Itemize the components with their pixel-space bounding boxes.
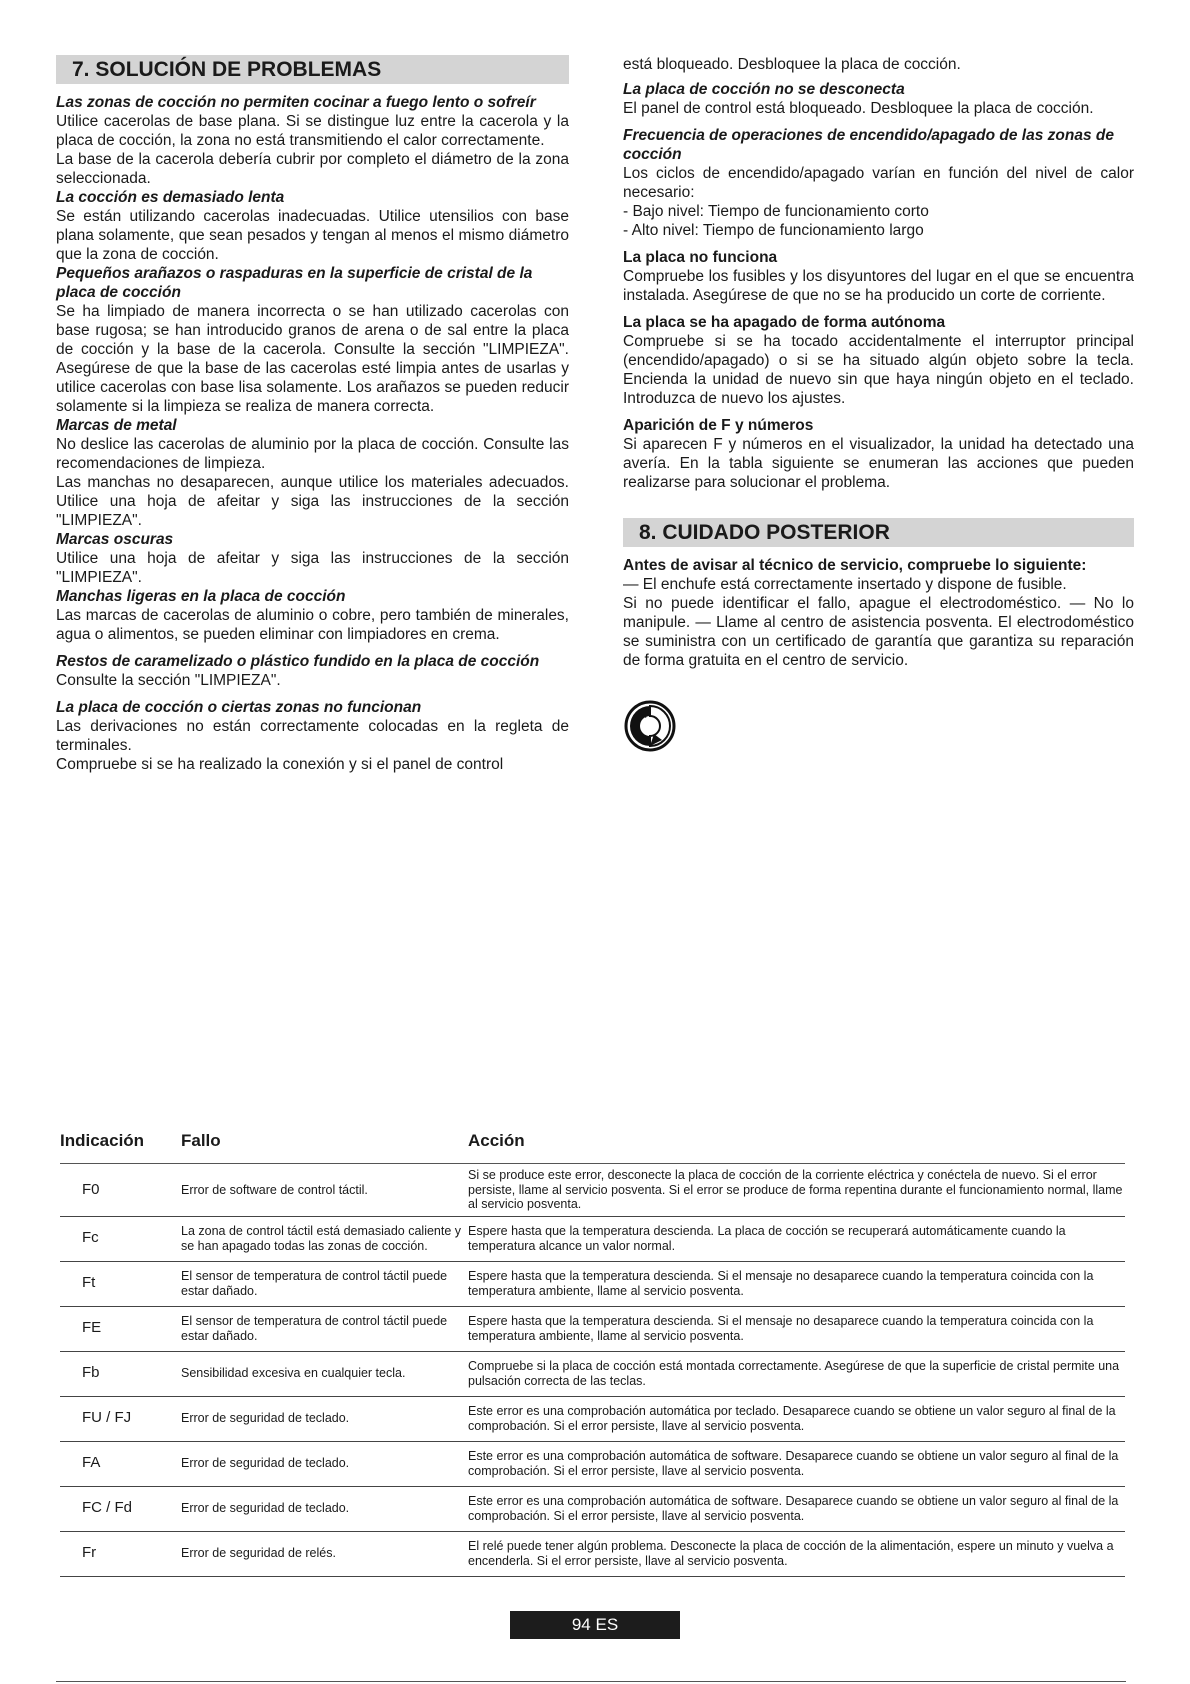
aftercare-text: — El enchufe está correctamente insertado y dispone de fusible. xyxy=(623,576,1067,593)
cell-action: Espere hasta que la temperatura descienda. Si el mensaje no desaparece cuando la temperatura coincida con la temperatura ambiente, llame al servicio posventa. xyxy=(468,1306,1125,1351)
entry-text: Compruebe si se ha tocado accidentalmente el interruptor principal (encendido/apagado) o si se ha situado algún objeto sobre la tecla. Encienda la unidad de nuevo sin que haya ningún objeto en el teclado. Introduzca de nuevo los ajustes. xyxy=(623,333,1134,407)
entry-not-switch-off xyxy=(623,80,1134,118)
left-column xyxy=(56,55,569,774)
entry-slow-cooking xyxy=(56,188,569,264)
entry-on-off-frequency xyxy=(623,126,1134,240)
entry-text: Las derivaciones no están correctamente colocadas en la regleta de terminales. xyxy=(56,718,569,754)
cell-code: FA xyxy=(60,1441,181,1486)
entry-text: Las marcas de cacerolas de aluminio o cobre, pero también de minerales, agua o alimentos, se pueden eliminar con limpiadores en crema. xyxy=(56,607,569,643)
cell-action: El relé puede tener algún problema. Desconecte la placa de cocción de la alimentación, espere un minuto y vuelva a encenderla. Si el error persiste, llave al servicio posventa. xyxy=(468,1531,1125,1576)
aftercare-text: Si no puede identificar el fallo, apague el electrodoméstico. — No lo manipule. — Llame al centro de asistencia posventa. El electrodoméstico se suministra con un certificado de garantía que garantiza su reparación de forma gratuita en el centro de servicio. xyxy=(623,595,1134,669)
entry-text: No deslice las cacerolas de aluminio por la placa de cocción. Consulte las recomendaciones de limpieza. xyxy=(56,436,569,472)
entry-text: Los ciclos de encendido/apagado varían en función del nivel de calor necesario: xyxy=(623,165,1134,201)
entry-heading: Pequeños arañazos o raspaduras en la superficie de cristal de la placa de cocción xyxy=(56,265,533,301)
entry-f-numbers xyxy=(623,416,1134,492)
header-action: Acción xyxy=(468,1119,1125,1164)
cell-action: Este error es una comprobación automática por teclado. Desaparece cuando se obtiene un valor seguro al final de la comprobación. Si el error persiste, llave al servicio posventa. xyxy=(468,1396,1125,1441)
entry-text: Si aparecen F y números en el visualizador, la unidad ha detectado una avería. En la tabla siguiente se enumeran las acciones que pueden realizarse para solucionar el problema. xyxy=(623,436,1134,491)
entry-text: Utilice cacerolas de base plana. Si se distingue luz entre la cacerola y la placa de cocción, la zona no está transmitiendo el calor correctamente. xyxy=(56,113,569,149)
entry-dark-marks xyxy=(56,530,569,587)
table-row xyxy=(60,1396,1125,1441)
cell-fault: El sensor de temperatura de control táctil puede estar dañado. xyxy=(181,1306,468,1351)
entry-text: El panel de control está bloqueado. Desbloquee la placa de cocción. xyxy=(623,100,1094,117)
entry-text: La base de la cacerola debería cubrir por completo el diámetro de la zona seleccionada. xyxy=(56,151,569,187)
entry-heading: La placa de cocción no se desconecta xyxy=(623,81,905,98)
page-number: 94 ES xyxy=(510,1611,680,1639)
right-column xyxy=(623,55,1134,757)
entry-switched-off xyxy=(623,313,1134,408)
cell-fault: Error de seguridad de relés. xyxy=(181,1531,468,1576)
entry-zones-not-working xyxy=(56,698,569,774)
cell-code: FC / Fd xyxy=(60,1486,181,1531)
footer-divider xyxy=(56,1681,1126,1682)
cell-fault: El sensor de temperatura de control táctil puede estar dañado. xyxy=(181,1261,468,1306)
cell-fault: Error de seguridad de teclado. xyxy=(181,1396,468,1441)
header-indication: Indicación xyxy=(60,1119,181,1164)
entry-heading: La cocción es demasiado lenta xyxy=(56,189,285,206)
entry-heading: La placa de cocción o ciertas zonas no funcionan xyxy=(56,699,422,716)
error-code-table xyxy=(60,1119,1125,1577)
entry-text: - Alto nivel: Tiempo de funcionamiento largo xyxy=(623,222,924,239)
cell-code: FU / FJ xyxy=(60,1396,181,1441)
cell-action: Espere hasta que la temperatura descienda. La placa de cocción se recuperará automáticamente cuando la temperatura alcance un valor normal. xyxy=(468,1216,1125,1261)
entry-text: Se ha limpiado de manera incorrecta o se han utilizado cacerolas con base rugosa; se han introducido granos de arena o de sal entre la placa de cocción y la base de la cacerola. Consulte la sección "LIMPIEZA". Asegúrese de que la base de las cacerolas esté limpia antes de usarlas y utilice cacerolas con base lisa solamente. Los arañazos se pueden reducir solamente si la limpieza se realiza de manera correcta. xyxy=(56,303,569,415)
continued-text: está bloqueado. Desbloquee la placa de cocción. xyxy=(623,56,961,73)
section-title-aftercare: 8. CUIDADO POSTERIOR xyxy=(623,518,1134,547)
cell-fault: Error de software de control táctil. xyxy=(181,1164,468,1217)
table-row xyxy=(60,1486,1125,1531)
section-title-troubleshooting: 7. SOLUCIÓN DE PROBLEMAS xyxy=(56,55,569,84)
entry-text: - Bajo nivel: Tiempo de funcionamiento corto xyxy=(623,203,929,220)
entry-heading: Restos de caramelizado o plástico fundido en la placa de cocción xyxy=(56,653,540,670)
entry-heading: Aparición de F y números xyxy=(623,417,814,434)
cell-code: Fr xyxy=(60,1531,181,1576)
table-row xyxy=(60,1164,1125,1217)
table-row xyxy=(60,1306,1125,1351)
cell-code: FE xyxy=(60,1306,181,1351)
entry-scratches xyxy=(56,264,569,416)
entry-light-stains xyxy=(56,587,569,644)
cell-action: Este error es una comprobación automática de software. Desaparece cuando se obtiene un valor seguro al final de la comprobación. Si el error persiste, llave al servicio posventa. xyxy=(468,1486,1125,1531)
cell-fault: La zona de control táctil está demasiado caliente y se han apagado todas las zonas de cocción. xyxy=(181,1216,468,1261)
cell-action: Este error es una comprobación automática de software. Desaparece cuando se obtiene un valor seguro al final de la comprobación. Si el error persiste, llave al servicio posventa. xyxy=(468,1441,1125,1486)
entry-text: Se están utilizando cacerolas inadecuadas. Utilice utensilios con base plana solamente, que sean pesados y tengan al menos el mismo diámetro que la zona de cocción. xyxy=(56,208,569,263)
aftercare-lead: Antes de avisar al técnico de servicio, compruebe lo siguiente: xyxy=(623,557,1087,574)
cell-action: Espere hasta que la temperatura descienda. Si el mensaje no desaparece cuando la temperatura coincida con la temperatura ambiente, llame al servicio posventa. xyxy=(468,1261,1125,1306)
table-row xyxy=(60,1351,1125,1396)
cell-code: F0 xyxy=(60,1164,181,1217)
cell-action: Si se produce este error, desconecte la placa de cocción de la corriente eléctrica y conéctela de nuevo. Si el error persiste, llame al servicio posventa. Si el error se produce de forma repentina durante el funcionamiento normal, llame al servicio posventa. xyxy=(468,1164,1125,1217)
table-row xyxy=(60,1261,1125,1306)
entry-heading: Marcas oscuras xyxy=(56,531,174,548)
entry-heading: Manchas ligeras en la placa de cocción xyxy=(56,588,346,605)
table-row xyxy=(60,1216,1125,1261)
entry-simmer xyxy=(56,93,569,188)
header-fault: Fallo xyxy=(181,1119,468,1164)
cell-fault: Error de seguridad de teclado. xyxy=(181,1486,468,1531)
table-row xyxy=(60,1441,1125,1486)
green-dot-recycle-icon xyxy=(624,700,1134,757)
entry-heading: Frecuencia de operaciones de encendido/apagado de las zonas de cocción xyxy=(623,127,1114,163)
cell-fault: Sensibilidad excesiva en cualquier tecla. xyxy=(181,1351,468,1396)
cell-action: Compruebe si la placa de cocción está montada correctamente. Asegúrese de que la superficie de cristal permite una pulsación correcta de las teclas. xyxy=(468,1351,1125,1396)
entry-heading: Las zonas de cocción no permiten cocinar a fuego lento o sofreír xyxy=(56,94,536,111)
entry-text: Utilice una hoja de afeitar y siga las instrucciones de la sección "LIMPIEZA". xyxy=(56,550,569,586)
cell-code: Fc xyxy=(60,1216,181,1261)
entry-text: Consulte la sección "LIMPIEZA". xyxy=(56,672,281,689)
entry-heading: La placa se ha apagado de forma autónoma xyxy=(623,314,946,331)
cell-code: Fb xyxy=(60,1351,181,1396)
entry-text: Las manchas no desaparecen, aunque utilice los materiales adecuados. Utilice una hoja de afeitar y siga las instrucciones de la sección "LIMPIEZA". xyxy=(56,474,569,529)
entry-heading: Marcas de metal xyxy=(56,417,177,434)
entry-hob-not-working xyxy=(623,248,1134,305)
cell-fault: Error de seguridad de teclado. xyxy=(181,1441,468,1486)
entry-text: Compruebe los fusibles y los disyuntores del lugar en el que se encuentra instalada. Asegúrese de que no se ha producido un corte de corriente. xyxy=(623,268,1134,304)
cell-code: Ft xyxy=(60,1261,181,1306)
entry-metal-marks xyxy=(56,416,569,530)
table-header-row xyxy=(60,1119,1125,1164)
entry-caramel xyxy=(56,652,569,690)
entry-heading: La placa no funciona xyxy=(623,249,778,266)
table-row xyxy=(60,1531,1125,1576)
entry-text: Compruebe si se ha realizado la conexión y si el panel de control xyxy=(56,756,504,773)
